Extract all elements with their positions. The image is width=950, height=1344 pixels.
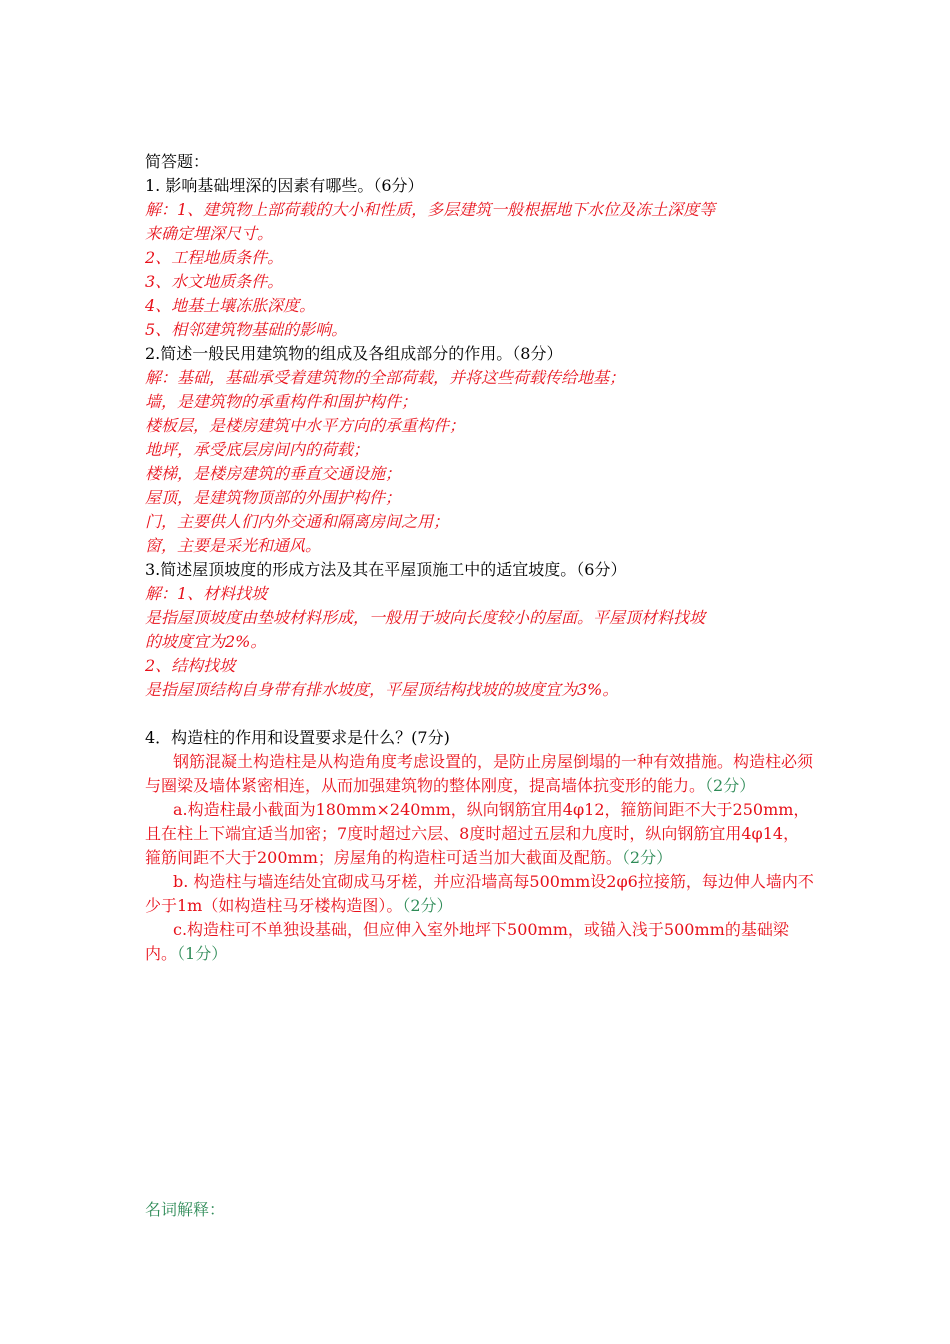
q4-answer-paragraph	[145, 750, 815, 798]
q4-answer-paragraph	[145, 918, 815, 966]
q1-answer-line: 5、相邻建筑物基础的影响。	[145, 320, 348, 339]
score-label: （1分）	[177, 944, 228, 963]
q3-answer-line: 是指屋顶坡度由垫坡材料形成，一般用于坡向长度较小的屋面。平屋顶材料找坡	[145, 608, 706, 627]
section-heading: 简答题：	[145, 152, 210, 171]
document-body	[145, 150, 815, 966]
q3-answer-line: 解：1、材料找坡	[145, 584, 268, 603]
q3-answer-line: 是指屋顶结构自身带有排水坡度，平屋顶结构找坡的坡度宜为3%。	[145, 680, 619, 699]
q1-answer-line: 4、地基土壤冻胀深度。	[145, 296, 316, 315]
terms-heading: 名词解释：	[145, 1200, 226, 1219]
question-3: 3.简述屋顶坡度的形成方法及其在平屋顶施工中的适宜坡度。（6分）	[145, 560, 627, 579]
score-label: （2分）	[705, 776, 756, 795]
q2-answer-line: 门，主要供人们内外交通和隔离房间之用；	[145, 512, 450, 531]
q2-answer-line: 楼梯，是楼房建筑的垂直交通设施；	[145, 464, 402, 483]
q3-answer-line: 的坡度宜为2%。	[145, 632, 267, 651]
q1-answer-line: 2、工程地质条件。	[145, 248, 284, 267]
q4-answer-paragraph	[145, 798, 815, 870]
q1-answer-line: 解：1、建筑物上部荷载的大小和性质，多层建筑一般根据地下水位及冻土深度等	[145, 200, 716, 219]
blank-line	[145, 702, 815, 726]
q2-answer-line: 地坪，承受底层房间内的荷载；	[145, 440, 370, 459]
score-label: （2分）	[402, 896, 453, 915]
score-label: （2分）	[621, 848, 673, 867]
q1-answer-line: 3、水文地质条件。	[145, 272, 284, 291]
q4-p1-text: 钢筋混凝土构造柱是从构造角度考虑设置的，是防止房屋倒塌的一种有效措施。构造柱必须与圈梁及墙体紧密相连，从而加强建筑物的整体刚度，提高墙体抗变形的能力。	[145, 752, 814, 795]
question-2: 2.简述一般民用建筑物的组成及各组成部分的作用。（8分）	[145, 344, 563, 363]
q2-answer-line: 窗，主要是采光和通风。	[145, 536, 322, 555]
q4-pb-text: b. 构造柱与墙连结处宜砌成马牙槎，并应沿墙高每500mm设2φ6拉接筋，每边伸人墙内不少于1m（如构造柱马牙楼构造图）。	[145, 872, 814, 915]
question-1: 1. 影响基础埋深的因素有哪些。（6分）	[145, 176, 424, 195]
q4-pc-text: c.构造柱可不单独设基础，但应伸入室外地坪下500mm，或锚入浅于500mm的基础梁内。	[145, 920, 789, 963]
q4-answer-paragraph	[145, 870, 815, 918]
q4-pa-text: a.构造柱最小截面为180mm×240mm，纵向钢筋宜用4φ12，箍筋间距不大于250mm，且在柱上下端宜适当加密；7度时超过六层、8度时超过五层和九度时，纵向钢筋宜用4φ14，箍筋间距不大于200mm；房屋角的构造柱可适当加大截面及配筋。	[145, 800, 810, 867]
q2-answer-line: 楼板层，是楼房建筑中水平方向的承重构件；	[145, 416, 466, 435]
question-4: 4．构造柱的作用和设置要求是什么？(7分)	[145, 728, 450, 747]
q2-answer-line: 墙，是建筑物的承重构件和围护构件；	[145, 392, 418, 411]
q1-answer-line: 来确定埋深尺寸。	[145, 224, 274, 243]
q3-answer-line: 2、结构找坡	[145, 656, 236, 675]
q2-answer-line: 屋顶，是建筑物顶部的外围护构件；	[145, 488, 402, 507]
q2-answer-line: 解：基础，基础承受着建筑物的全部荷载，并将这些荷载传给地基；	[145, 368, 626, 387]
